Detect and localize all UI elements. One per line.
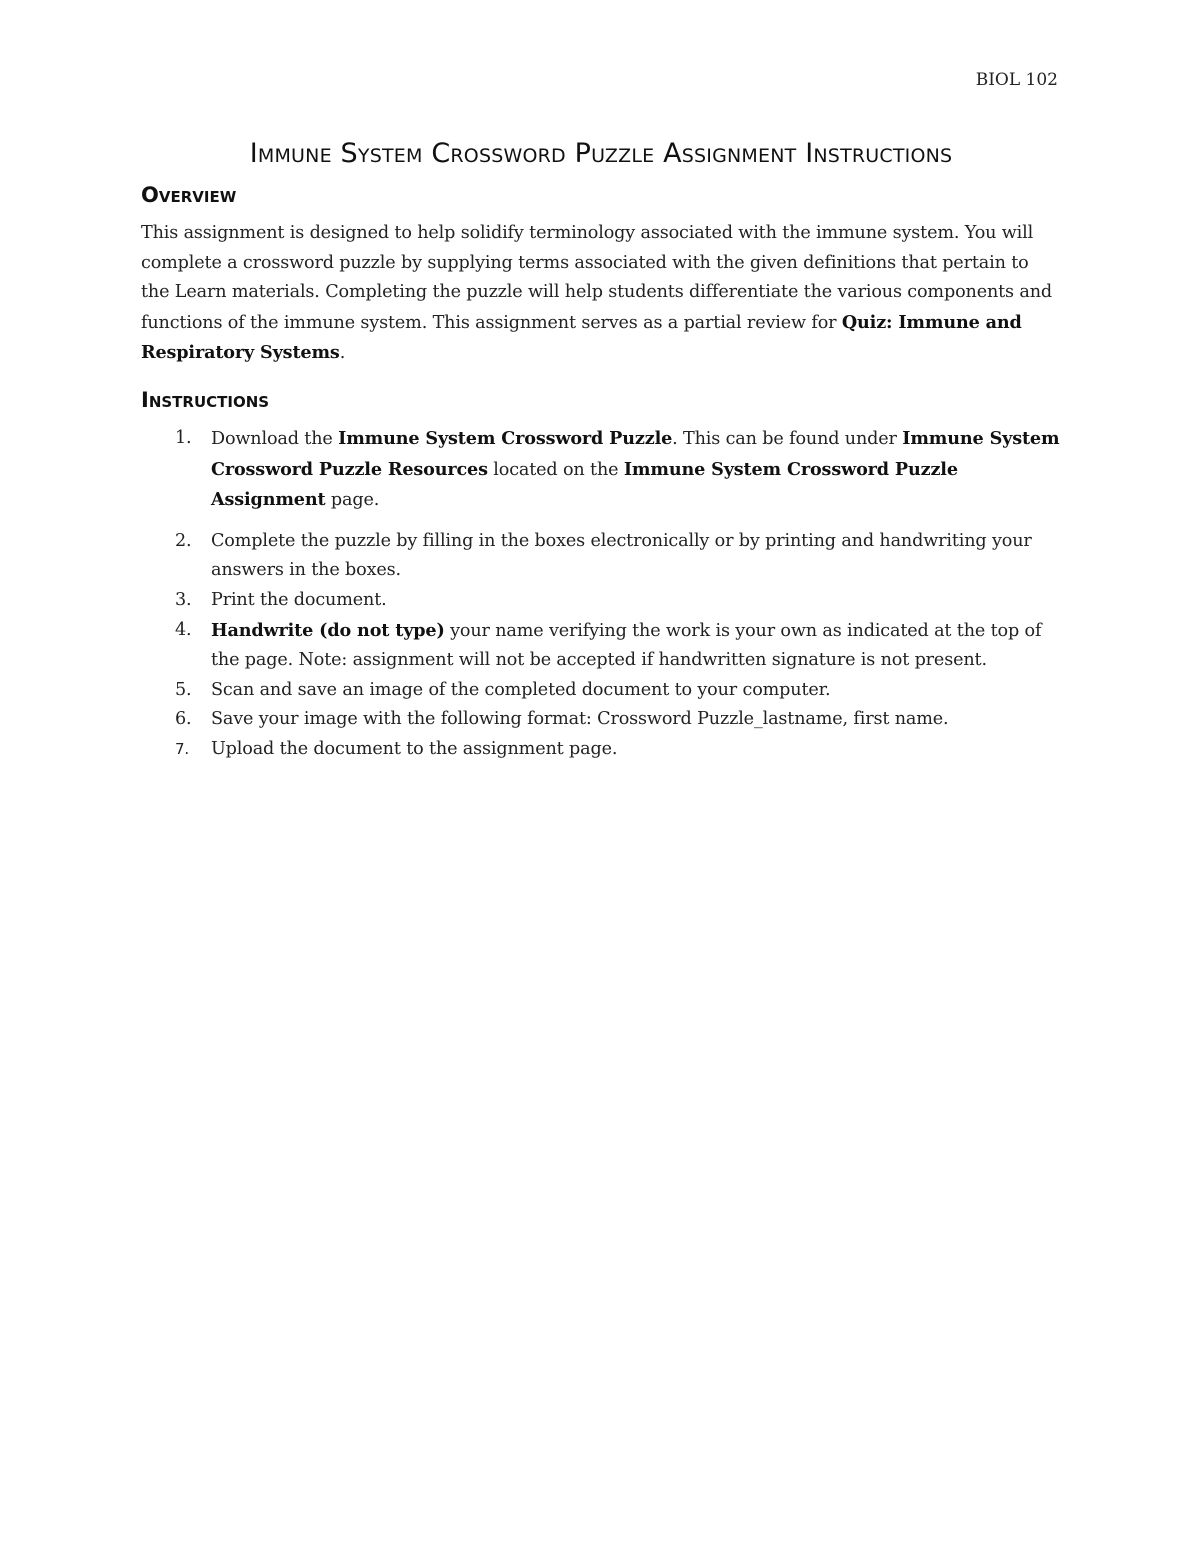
step-number: 1. (175, 427, 192, 448)
document-body (141, 138, 1061, 765)
assignment-page-name: Immune System Crossword Puzzle Assignment (211, 458, 958, 511)
list-item (141, 586, 1061, 616)
step-number: 5. (175, 679, 192, 700)
step-text: your name verifying the work is your own as indicated at the top of the page. Note: assignment will not be accepted if handwritten signature is not present. (211, 620, 1042, 671)
list-item (141, 676, 1061, 706)
step-text: . This can be found under (672, 428, 903, 449)
instructions-heading: Instructions (141, 387, 270, 412)
list-item (141, 705, 1061, 735)
step-number: 2. (175, 530, 192, 551)
list-item (141, 527, 1061, 586)
resources-section-name: Immune System Crossword Puzzle Resources (211, 427, 1060, 480)
step-text: Upload the document to the assignment page. (211, 738, 618, 759)
step-text: located on the (487, 459, 624, 480)
step-number: 7. (175, 739, 190, 758)
page-title: Immune System Crossword Puzzle Assignment Instructions (249, 138, 953, 169)
step-text: Save your image with the following format: Crossword Puzzle_lastname, first name. (211, 709, 949, 730)
puzzle-file-name: Immune System Crossword Puzzle (338, 427, 673, 449)
overview-text: This assignment is designed to help solidify terminology associated with the immune system. You will complete a crossword puzzle by supplying terms associated with the given definitions that pertain to the Learn materials. Completing the puzzle will help students differentiate the various components and functions of the immune system. This assignment serves as a partial review for (141, 223, 1053, 333)
overview-heading: Overview (141, 183, 237, 207)
list-item (141, 616, 1061, 676)
step-text: Print the document. (211, 589, 387, 610)
step-text: page. (325, 490, 380, 511)
step-number: 4. (175, 619, 192, 640)
quiz-name: Quiz: Immune and Respiratory Systems (141, 311, 1022, 364)
course-code-header: BIOL 102 (975, 70, 1058, 90)
step-number: 3. (175, 589, 192, 610)
step-text: Complete the puzzle by filling in the boxes electronically or by printing and handwriting your answers in the boxes. (211, 530, 1032, 581)
overview-end: . (339, 343, 346, 364)
step-text: Download the (211, 428, 339, 449)
overview-paragraph (141, 219, 1061, 369)
step-emphasis: Handwrite (do not type) (211, 619, 445, 641)
list-item (141, 424, 1061, 516)
step-number: 6. (175, 709, 192, 730)
list-item (141, 735, 1061, 765)
step-text: Scan and save an image of the completed document to your computer. (211, 679, 831, 700)
instructions-list (141, 424, 1061, 765)
